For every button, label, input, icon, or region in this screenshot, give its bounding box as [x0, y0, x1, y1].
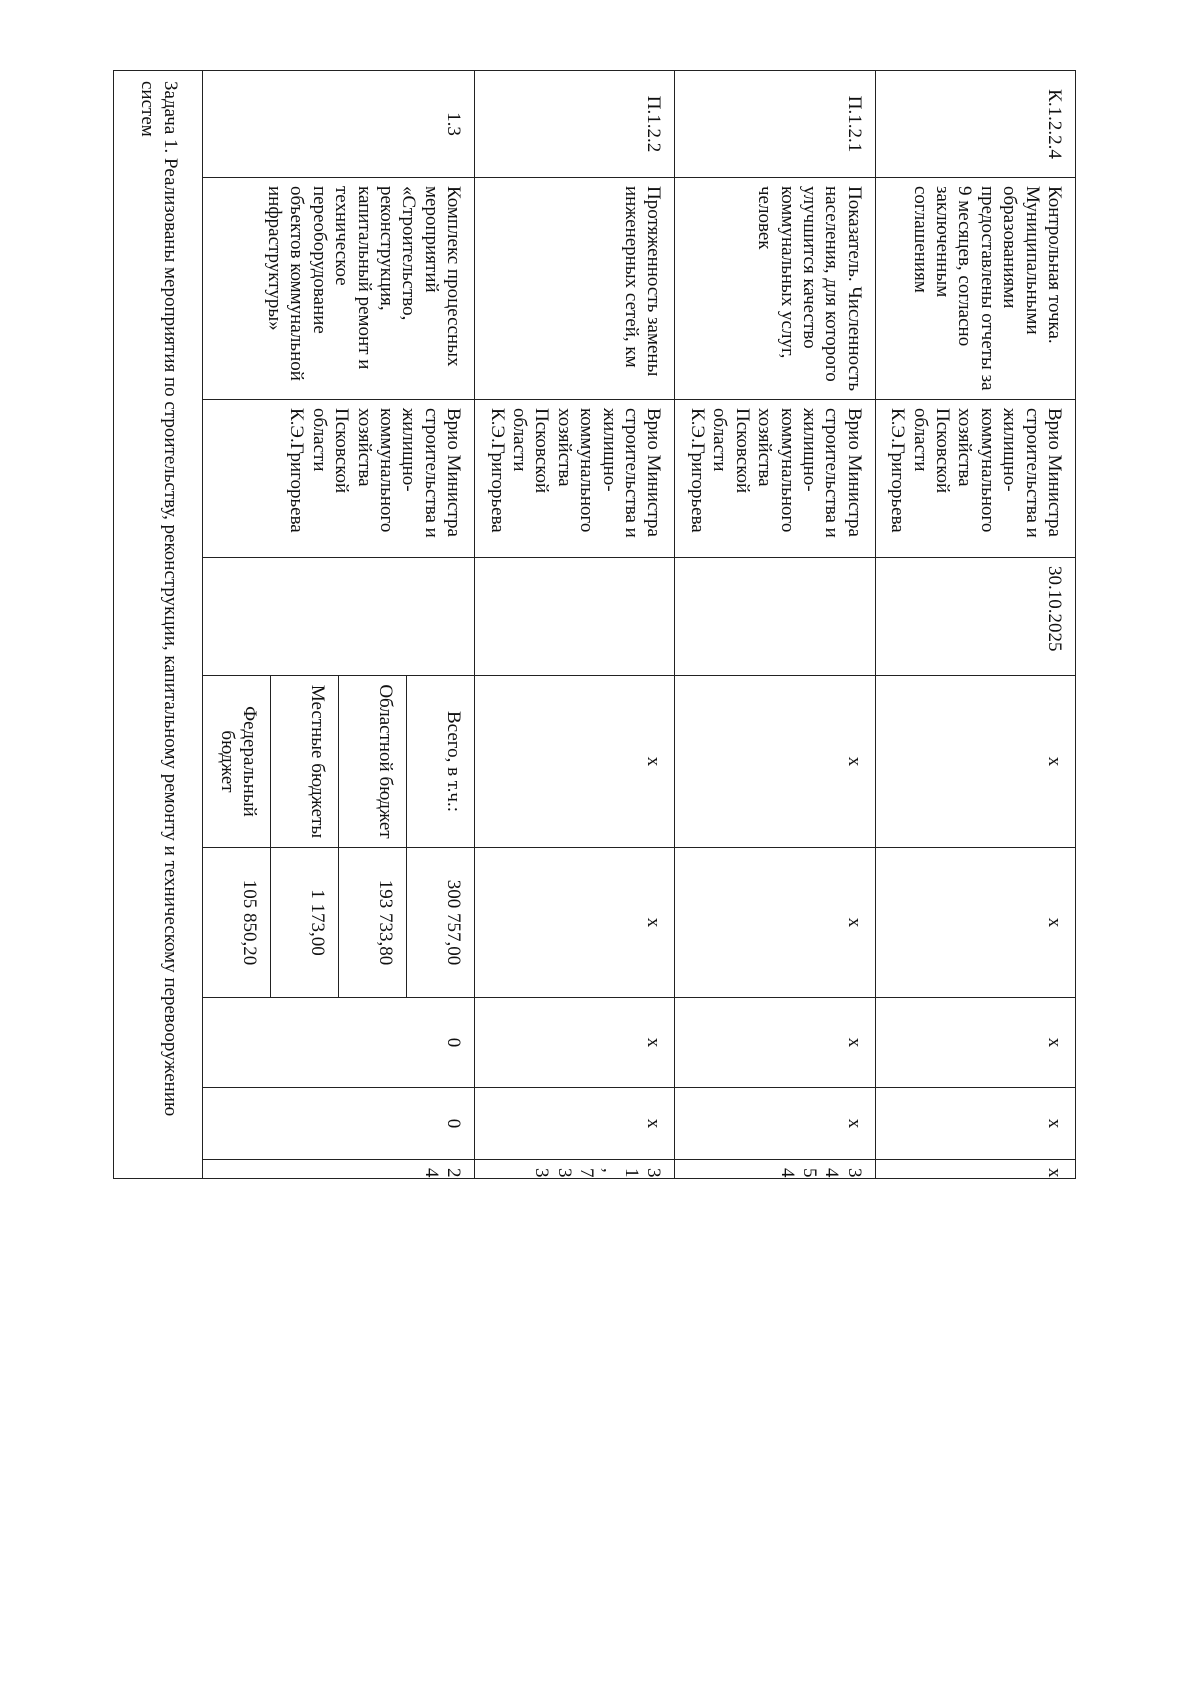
- complex-value-1: 0: [203, 998, 475, 1088]
- row-responsible: Врио Министра строительства и жилищно-коммунального хозяйства Псковской области К.Э.Григорьева: [875, 400, 1075, 558]
- complex-name: Комплекс процессных мероприятий «Строительство, реконструкция, капитальный ремонт и техническое переоборудование объектов коммунальной инфраструктуры»: [203, 178, 475, 400]
- table-row: [475, 71, 675, 1179]
- budget-label: Местные бюджеты: [271, 676, 339, 848]
- complex-row: [407, 71, 475, 1179]
- budget-label: Областной бюджет: [339, 676, 407, 848]
- budget-amount: 300 757,00: [407, 848, 475, 998]
- row-date: [675, 558, 875, 676]
- row-total: х: [875, 848, 1075, 998]
- row-name: Контрольная точка. Муниципальными образованиями предоставлены отчеты за 9 месяцев, согласно заключенным соглашениям: [875, 178, 1075, 400]
- complex-responsible: Врио Министра строительства и жилищно-коммунального хозяйства Псковской области К.Э.Григорьева: [203, 400, 475, 558]
- row-value-4: 31,733: [475, 1160, 675, 1179]
- row-value-2: х: [675, 1088, 875, 1160]
- budget-label: Всего, в т.ч.:: [407, 676, 475, 848]
- complex-date: [203, 558, 475, 676]
- complex-code: 1.3: [203, 71, 475, 178]
- row-responsible: Врио Министра строительства и жилищно-коммунального хозяйства Псковской области К.Э.Григорьева: [675, 400, 875, 558]
- row-source: х: [875, 676, 1075, 848]
- row-value-4: 3454: [675, 1160, 875, 1179]
- row-date: 30.10.2025: [875, 558, 1075, 676]
- row-name: Протяженность замены инженерных сетей, км: [475, 178, 675, 400]
- row-value-2: х: [875, 1088, 1075, 1160]
- row-source: х: [675, 676, 875, 848]
- row-responsible: Врио Министра строительства и жилищно-коммунального хозяйства Псковской области К.Э.Григорьева: [475, 400, 675, 558]
- row-source: х: [475, 676, 675, 848]
- task-heading: Задача 1. Реализованы мероприятия по строительству, реконструкции, капитальному ремонту и техническому перевооружению систем: [114, 71, 203, 1179]
- row-total: х: [475, 848, 675, 998]
- complex-value-2: 0: [203, 1088, 475, 1160]
- row-value-2: х: [475, 1088, 675, 1160]
- row-value-1: х: [675, 998, 875, 1088]
- budget-amount: 193 733,80: [339, 848, 407, 998]
- row-value-1: х: [875, 998, 1075, 1088]
- table-row: [675, 71, 875, 1179]
- task-row: [114, 71, 203, 1179]
- table-row: [875, 71, 1075, 1179]
- row-code: П.1.2.1: [675, 71, 875, 178]
- budget-amount: 1 173,00: [271, 848, 339, 998]
- budget-amount: 105 850,20: [203, 848, 271, 998]
- row-name: Показатель. Численность населения, для которого улучшится качество коммунальных услуг, человек: [675, 178, 875, 400]
- row-date: [475, 558, 675, 676]
- document-sheet: [137, 70, 1076, 1178]
- budget-label: Федеральный бюджет: [203, 676, 271, 848]
- row-total: х: [675, 848, 875, 998]
- row-value-3: х: [875, 1160, 1075, 1179]
- row-value-1: х: [475, 998, 675, 1088]
- row-code: К.1.2.2.4: [875, 71, 1075, 178]
- row-code: П.1.2.2: [475, 71, 675, 178]
- complex-value-4: 24: [203, 1160, 475, 1179]
- plan-table: [113, 70, 1076, 1179]
